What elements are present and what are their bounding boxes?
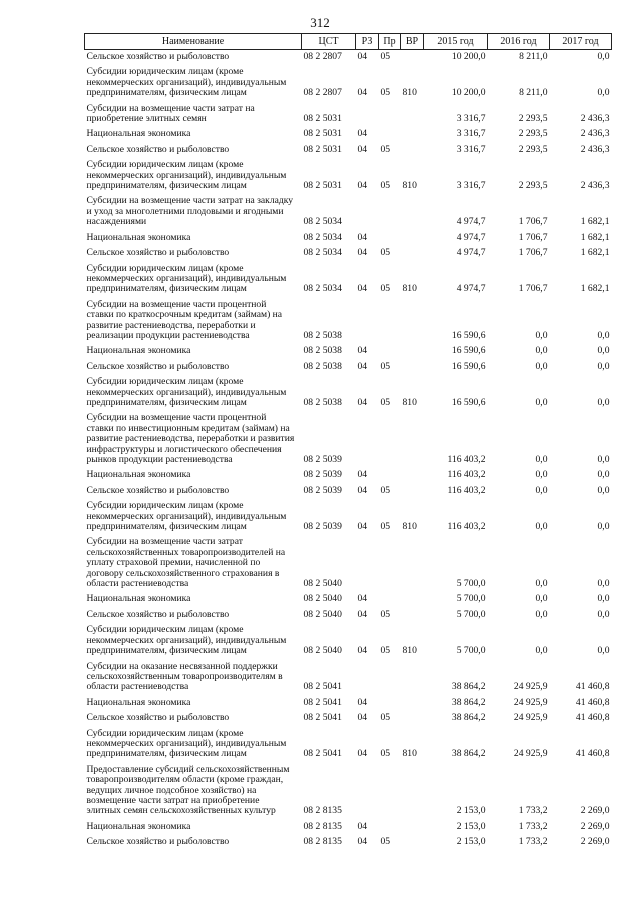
cell-vr xyxy=(401,194,424,230)
cell-pr: 05 xyxy=(380,645,391,657)
cell-rz: 04 xyxy=(357,87,368,99)
cell-2017: 2 269,0 xyxy=(580,805,610,817)
cell-rz xyxy=(356,660,379,696)
cell-name: Предоставление субсидий сельскохозяйственным товаропроизводителям области (кроме граждан, ведущих личное подсобное хозяйство) на возмещение части затрат на приобретение элитных семян сельскохозяйственных культур xyxy=(86,763,290,817)
cell-2016: 2 293,5 xyxy=(518,128,548,140)
cell-2017: 0,0 xyxy=(597,608,610,620)
cell-2016: 1 733,2 xyxy=(518,805,548,817)
table-row xyxy=(85,65,612,101)
cell-cst: 08 2 5031 xyxy=(303,128,342,140)
cell-cst: 08 2 5039 xyxy=(303,484,342,496)
budget-table xyxy=(84,33,612,851)
cell-pr xyxy=(379,468,401,483)
cell-pr: 05 xyxy=(380,712,391,724)
cell-2016: 0,0 xyxy=(535,360,548,372)
cell-rz: 04 xyxy=(357,469,368,481)
cell-cst: 08 2 5034 xyxy=(303,231,342,243)
cell-2015: 2 153,0 xyxy=(456,836,486,848)
cell-vr xyxy=(401,763,424,820)
cell-pr: 05 xyxy=(380,748,391,760)
cell-2016: 24 925,9 xyxy=(513,712,548,724)
cell-pr: 05 xyxy=(380,247,391,259)
cell-pr xyxy=(379,194,401,230)
cell-cst: 08 2 5041 xyxy=(303,712,342,724)
cell-pr xyxy=(379,820,401,835)
cell-2017: 0,0 xyxy=(597,469,610,481)
cell-2015: 16 590,6 xyxy=(451,345,486,357)
cell-name: Субсидии юридическим лицам (кроме некоммерческих организаций), индивидуальным предпринимателям, физическим лицам xyxy=(86,262,287,295)
column-header-rz: РЗ xyxy=(356,34,379,50)
table-row xyxy=(85,143,612,158)
cell-rz: 04 xyxy=(357,820,368,832)
cell-cst: 08 2 5034 xyxy=(303,216,342,228)
cell-cst: 08 2 5038 xyxy=(303,345,342,357)
cell-pr xyxy=(379,696,401,711)
table-row xyxy=(85,298,612,345)
cell-2017: 0,0 xyxy=(597,645,610,657)
cell-vr xyxy=(401,535,424,592)
cell-name: Субсидии юридическим лицам (кроме некоммерческих организаций), индивидуальным предпринимателям, физическим лицам xyxy=(86,66,287,99)
cell-vr xyxy=(401,484,424,499)
table-row xyxy=(85,344,612,359)
cell-rz: 04 xyxy=(357,748,368,760)
cell-2017: 0,0 xyxy=(597,454,610,465)
cell-vr: 810 xyxy=(402,748,417,760)
cell-rz: 04 xyxy=(357,645,368,657)
cell-2017: 2 436,3 xyxy=(580,128,610,140)
cell-rz: 04 xyxy=(357,484,368,496)
cell-rz: 04 xyxy=(357,143,368,155)
cell-pr xyxy=(379,344,401,359)
cell-cst: 08 2 5041 xyxy=(303,696,342,708)
cell-2015: 5 700,0 xyxy=(456,578,486,590)
cell-2015: 5 700,0 xyxy=(456,593,486,605)
cell-2016: 2 293,5 xyxy=(518,113,548,125)
cell-name: Национальная экономика xyxy=(86,231,191,243)
table-row xyxy=(85,592,612,607)
cell-2017: 2 436,3 xyxy=(580,180,610,192)
cell-pr xyxy=(379,411,401,468)
table-row xyxy=(85,127,612,142)
table-row xyxy=(85,262,612,298)
cell-cst: 08 2 8135 xyxy=(303,820,342,832)
cell-2017: 1 682,1 xyxy=(580,283,610,295)
table-header-row xyxy=(85,34,612,50)
cell-rz: 04 xyxy=(357,521,368,533)
cell-pr xyxy=(379,535,401,592)
column-header-2015: 2015 год xyxy=(424,34,488,50)
cell-2016: 1 706,7 xyxy=(518,247,548,259)
cell-2015: 2 153,0 xyxy=(456,805,486,817)
cell-2015: 5 700,0 xyxy=(456,608,486,620)
cell-2015: 3 316,7 xyxy=(456,113,486,125)
cell-2016: 0,0 xyxy=(535,578,548,590)
cell-2016: 0,0 xyxy=(535,484,548,496)
cell-vr: 810 xyxy=(402,396,417,408)
cell-name: Субсидии на возмещение части затрат на приобретение элитных семян xyxy=(86,102,255,125)
cell-vr xyxy=(401,696,424,711)
cell-cst: 08 2 5031 xyxy=(303,143,342,155)
cell-rz: 04 xyxy=(357,128,368,140)
page-number: 312 xyxy=(310,15,330,30)
cell-2015: 38 864,2 xyxy=(451,712,486,724)
cell-2015: 116 403,2 xyxy=(447,469,486,481)
cell-2016: 1 733,2 xyxy=(518,820,548,832)
cell-name: Национальная экономика xyxy=(86,593,191,605)
table-row xyxy=(85,194,612,230)
cell-pr: 05 xyxy=(380,180,391,192)
cell-2017: 41 460,8 xyxy=(575,696,610,708)
cell-cst: 08 2 5031 xyxy=(303,113,342,125)
cell-2016: 0,0 xyxy=(535,396,548,408)
cell-2016: 8 211,0 xyxy=(519,87,548,99)
cell-2016: 0,0 xyxy=(535,521,548,533)
cell-cst: 08 2 5040 xyxy=(303,608,342,620)
column-header-vr: ВР xyxy=(401,34,424,50)
cell-name: Субсидии юридическим лицам (кроме некоммерческих организаций), индивидуальным предпринимателям, физическим лицам xyxy=(86,376,287,408)
cell-vr xyxy=(401,143,424,158)
cell-2015: 4 974,7 xyxy=(456,247,486,259)
cell-vr xyxy=(401,468,424,483)
cell-rz: 04 xyxy=(357,345,368,357)
cell-2017: 0,0 xyxy=(597,521,610,533)
cell-cst: 08 2 5039 xyxy=(303,521,342,533)
table-row xyxy=(85,158,612,194)
cell-name: Субсидии на оказание несвязанной поддержки сельскохозяйственным товаропроизводителям в области растениеводства xyxy=(86,660,283,693)
table-row xyxy=(85,660,612,696)
cell-2017: 0,0 xyxy=(597,360,610,372)
cell-cst: 08 2 2807 xyxy=(303,51,342,62)
cell-vr xyxy=(401,592,424,607)
cell-2017: 0,0 xyxy=(597,593,610,605)
cell-name: Сельское хозяйство и рыболовство xyxy=(86,712,230,724)
column-header-cst: ЦСТ xyxy=(302,34,356,50)
cell-rz: 04 xyxy=(357,247,368,259)
cell-name: Субсидии на возмещение части процентной ставки по инвестиционным кредитам (займам) на развитие растениеводства, переработки и развития инфраструктуры и логистического обеспечения рынков продукции растениеводства xyxy=(86,412,295,465)
cell-2016: 0,0 xyxy=(535,454,548,465)
cell-pr: 05 xyxy=(380,521,391,533)
cell-cst: 08 2 5038 xyxy=(303,360,342,372)
table-row xyxy=(85,696,612,711)
cell-pr: 05 xyxy=(380,283,391,295)
cell-2017: 41 460,8 xyxy=(575,712,610,724)
cell-2016: 1 706,7 xyxy=(518,283,548,295)
cell-2016: 8 211,0 xyxy=(519,51,548,62)
cell-2016: 0,0 xyxy=(535,608,548,620)
cell-vr: 810 xyxy=(402,87,417,99)
cell-2017: 0,0 xyxy=(597,329,610,341)
cell-pr xyxy=(379,298,401,345)
cell-pr: 05 xyxy=(380,836,391,848)
cell-name: Сельское хозяйство и рыболовство xyxy=(86,360,230,372)
cell-vr xyxy=(401,127,424,142)
cell-2017: 2 436,3 xyxy=(580,143,610,155)
cell-rz: 04 xyxy=(357,593,368,605)
cell-2015: 4 974,7 xyxy=(456,216,486,228)
cell-2015: 10 200,0 xyxy=(451,51,486,62)
cell-name: Субсидии юридическим лицам (кроме некоммерческих организаций), индивидуальным предпринимателям, физическим лицам xyxy=(86,159,287,192)
cell-rz: 04 xyxy=(357,51,368,62)
cell-cst: 08 2 5038 xyxy=(303,329,342,341)
cell-pr xyxy=(379,592,401,607)
table-row xyxy=(85,763,612,820)
cell-pr xyxy=(379,763,401,820)
cell-vr xyxy=(401,344,424,359)
cell-2015: 16 590,6 xyxy=(451,329,486,341)
cell-cst: 08 2 5034 xyxy=(303,283,342,295)
cell-pr: 05 xyxy=(380,608,391,620)
cell-2015: 16 590,6 xyxy=(451,360,486,372)
cell-pr: 05 xyxy=(380,143,391,155)
table-row xyxy=(85,535,612,592)
cell-rz: 04 xyxy=(357,696,368,708)
cell-name: Субсидии на возмещение части затрат на закладку и уход за многолетними плодовыми и ягодными насаждениями xyxy=(86,195,294,228)
cell-vr: 810 xyxy=(402,645,417,657)
cell-vr xyxy=(401,820,424,835)
cell-2017: 1 682,1 xyxy=(580,247,610,259)
cell-2017: 0,0 xyxy=(597,87,610,99)
cell-name: Национальная экономика xyxy=(86,696,191,708)
cell-name: Национальная экономика xyxy=(86,469,191,481)
cell-rz: 04 xyxy=(357,360,368,372)
cell-pr: 05 xyxy=(380,87,391,99)
cell-2015: 116 403,2 xyxy=(447,454,486,465)
cell-pr xyxy=(379,231,401,246)
cell-cst: 08 2 5031 xyxy=(303,180,342,192)
cell-2016: 0,0 xyxy=(535,345,548,357)
cell-cst: 08 2 5041 xyxy=(303,681,342,693)
cell-2016: 24 925,9 xyxy=(513,696,548,708)
cell-pr xyxy=(379,127,401,142)
cell-2017: 2 269,0 xyxy=(580,820,610,832)
cell-2015: 3 316,7 xyxy=(456,128,486,140)
cell-name: Сельское хозяйство и рыболовство xyxy=(86,247,230,259)
cell-name: Сельское хозяйство и рыболовство xyxy=(86,608,230,620)
cell-2016: 24 925,9 xyxy=(513,748,548,760)
cell-vr xyxy=(401,660,424,696)
cell-name: Сельское хозяйство и рыболовство xyxy=(86,484,230,496)
column-header-name: Наименование xyxy=(85,34,302,50)
cell-cst: 08 2 5039 xyxy=(303,454,342,465)
cell-vr xyxy=(401,231,424,246)
cell-2017: 41 460,8 xyxy=(575,748,610,760)
cell-2015: 4 974,7 xyxy=(456,283,486,295)
cell-2016: 2 293,5 xyxy=(518,143,548,155)
table-row xyxy=(85,411,612,468)
cell-2016: 0,0 xyxy=(535,645,548,657)
table-row xyxy=(85,102,612,128)
cell-rz: 04 xyxy=(357,836,368,848)
cell-name: Субсидии юридическим лицам (кроме некоммерческих организаций), индивидуальным предпринимателям, физическим лицам xyxy=(86,727,287,760)
cell-2017: 0,0 xyxy=(597,484,610,496)
cell-vr: 810 xyxy=(402,180,417,192)
cell-2015: 3 316,7 xyxy=(456,143,486,155)
cell-pr: 05 xyxy=(380,360,391,372)
table-body xyxy=(85,50,612,851)
cell-2017: 41 460,8 xyxy=(575,681,610,693)
cell-2017: 0,0 xyxy=(597,345,610,357)
table-row xyxy=(85,484,612,499)
cell-name: Сельское хозяйство и рыболовство xyxy=(86,143,230,155)
column-header-pr: Пр xyxy=(379,34,401,50)
cell-name: Субсидии юридическим лицам (кроме некоммерческих организаций), индивидуальным предпринимателям, физическим лицам xyxy=(86,500,287,533)
cell-rz: 04 xyxy=(357,231,368,243)
cell-pr xyxy=(379,660,401,696)
cell-2017: 1 682,1 xyxy=(580,231,610,243)
cell-rz: 04 xyxy=(357,396,368,408)
cell-vr xyxy=(401,102,424,128)
cell-name: Субсидии на возмещение части затрат сельскохозяйственных товаропроизводителей на уплату страховой премии, начисленной по договору сельскохозяйственного страхования в области растениеводства xyxy=(86,536,286,590)
cell-2017: 0,0 xyxy=(597,578,610,590)
cell-vr xyxy=(401,360,424,375)
cell-2015: 5 700,0 xyxy=(456,645,486,657)
cell-cst: 08 2 5039 xyxy=(303,469,342,481)
table-row xyxy=(85,608,612,623)
cell-2017: 0,0 xyxy=(597,51,610,62)
cell-2015: 38 864,2 xyxy=(451,696,486,708)
column-header-2016: 2016 год xyxy=(488,34,550,50)
cell-pr: 05 xyxy=(380,51,391,62)
cell-pr xyxy=(379,102,401,128)
cell-2015: 2 153,0 xyxy=(456,820,486,832)
cell-vr xyxy=(401,608,424,623)
table-row xyxy=(85,50,612,66)
table-row xyxy=(85,711,612,726)
cell-name: Субсидии юридическим лицам (кроме некоммерческих организаций), индивидуальным предпринимателям, физическим лицам xyxy=(86,624,287,657)
cell-cst: 08 2 8135 xyxy=(303,836,342,848)
cell-vr: 810 xyxy=(402,283,417,295)
cell-vr xyxy=(401,298,424,345)
table-row xyxy=(85,360,612,375)
cell-name: Национальная экономика xyxy=(86,345,191,357)
table-row xyxy=(85,246,612,261)
cell-2016: 0,0 xyxy=(535,593,548,605)
table-row xyxy=(85,835,612,850)
cell-name: Национальная экономика xyxy=(86,820,191,832)
cell-2015: 116 403,2 xyxy=(447,521,486,533)
cell-2015: 4 974,7 xyxy=(456,231,486,243)
cell-cst: 08 2 5040 xyxy=(303,645,342,657)
cell-rz xyxy=(356,763,379,820)
table-row xyxy=(85,468,612,483)
cell-2016: 2 293,5 xyxy=(518,180,548,192)
cell-2015: 116 403,2 xyxy=(447,484,486,496)
cell-rz xyxy=(356,194,379,230)
cell-2017: 2 436,3 xyxy=(580,113,610,125)
cell-rz xyxy=(356,535,379,592)
cell-2015: 3 316,7 xyxy=(456,180,486,192)
cell-vr xyxy=(401,835,424,850)
cell-pr: 05 xyxy=(380,396,391,408)
cell-vr xyxy=(401,50,424,66)
cell-vr xyxy=(401,246,424,261)
table-row xyxy=(85,499,612,535)
cell-vr: 810 xyxy=(402,521,417,533)
table-row xyxy=(85,231,612,246)
cell-name: Субсидии на возмещение части процентной ставки по краткосрочным кредитам (займам) на развитие растениеводства, переработки и реализации продукции растениеводства xyxy=(86,298,283,341)
cell-2016: 1 733,2 xyxy=(518,836,548,848)
cell-rz: 04 xyxy=(357,180,368,192)
cell-2015: 38 864,2 xyxy=(451,748,486,760)
table-row xyxy=(85,820,612,835)
table-row xyxy=(85,375,612,411)
cell-2016: 24 925,9 xyxy=(513,681,548,693)
cell-2016: 1 706,7 xyxy=(518,216,548,228)
cell-cst: 08 2 2807 xyxy=(303,87,342,99)
cell-rz xyxy=(356,298,379,345)
column-header-2017: 2017 год xyxy=(550,34,612,50)
cell-cst: 08 2 5034 xyxy=(303,247,342,259)
cell-2016: 1 706,7 xyxy=(518,231,548,243)
cell-2015: 38 864,2 xyxy=(451,681,486,693)
cell-2016: 0,0 xyxy=(535,469,548,481)
cell-2015: 10 200,0 xyxy=(451,87,486,99)
cell-rz xyxy=(356,411,379,468)
cell-cst: 08 2 5040 xyxy=(303,593,342,605)
table-row xyxy=(85,727,612,763)
cell-cst: 08 2 5040 xyxy=(303,578,342,590)
cell-2017: 1 682,1 xyxy=(580,216,610,228)
cell-pr: 05 xyxy=(380,484,391,496)
table-row xyxy=(85,623,612,659)
cell-2015: 16 590,6 xyxy=(451,396,486,408)
cell-vr xyxy=(401,711,424,726)
cell-2017: 0,0 xyxy=(597,396,610,408)
cell-rz: 04 xyxy=(357,608,368,620)
cell-cst: 08 2 8135 xyxy=(303,805,342,817)
cell-2017: 2 269,0 xyxy=(580,836,610,848)
cell-name: Сельское хозяйство и рыболовство xyxy=(86,51,230,62)
cell-rz: 04 xyxy=(357,712,368,724)
cell-rz: 04 xyxy=(357,283,368,295)
cell-cst: 08 2 5038 xyxy=(303,396,342,408)
cell-2016: 0,0 xyxy=(535,329,548,341)
cell-name: Национальная экономика xyxy=(86,128,191,140)
cell-cst: 08 2 5041 xyxy=(303,748,342,760)
cell-name: Сельское хозяйство и рыболовство xyxy=(86,836,230,848)
cell-vr xyxy=(401,411,424,468)
cell-rz xyxy=(356,102,379,128)
